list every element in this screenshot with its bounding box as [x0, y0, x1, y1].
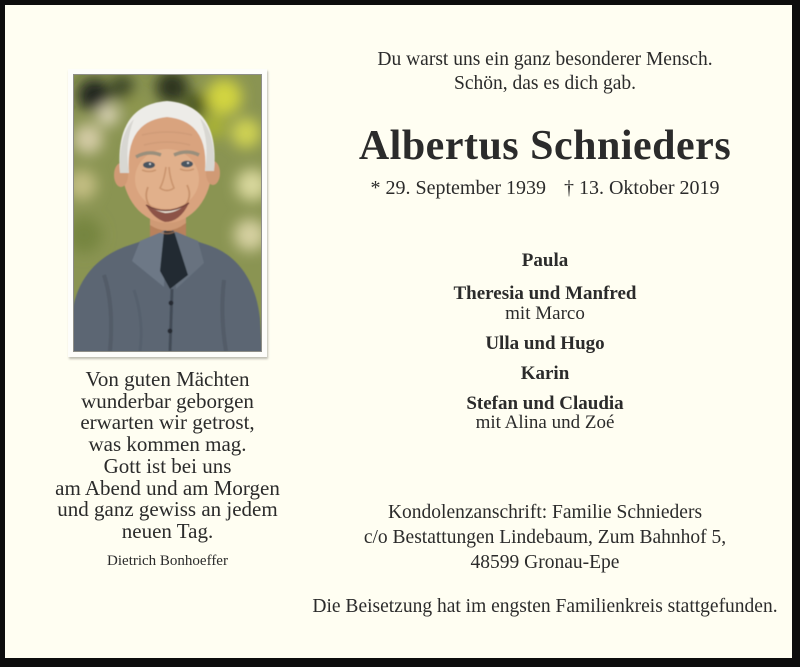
photo-frame — [68, 69, 267, 357]
death-date: † 13. Oktober 2019 — [563, 177, 720, 199]
mourner-name: Theresia und Manfred — [453, 283, 637, 304]
epigraph-line: Schön, das es dich gab. — [454, 73, 636, 94]
photo-border — [73, 74, 262, 352]
life-dates — [295, 177, 795, 199]
notice-card — [5, 5, 792, 658]
poem-line: am Abend und am Morgen — [55, 475, 280, 500]
mourner-note: mit Alina und Zoé — [475, 412, 615, 433]
condolence-address — [295, 500, 795, 575]
epigraph — [295, 48, 795, 96]
birth-star-symbol: * — [370, 177, 381, 199]
epigraph-line: Du warst uns ein ganz besonderer Mensch. — [377, 49, 713, 70]
condolence-line: Kondolenzanschrift: Familie Schnieders — [387, 502, 703, 523]
poem-line: erwarten wir getrost, — [80, 410, 255, 435]
mourner-name: Paula — [521, 250, 569, 271]
mourner-name: Ulla und Hugo — [485, 333, 605, 354]
poem-line: was kommen mag. — [88, 432, 247, 457]
condolence-line: 48599 Gronau-Epe — [470, 552, 620, 573]
poem-line: neuen Tag. — [121, 518, 214, 543]
deceased-name: Albertus Schnieders — [358, 123, 732, 169]
poem-line: und ganz gewiss an jedem — [57, 497, 278, 522]
poem-author: Dietrich Bonhoeffer — [107, 552, 228, 569]
mourner-name: Stefan und Claudia — [466, 393, 624, 414]
death-cross-symbol: † — [563, 177, 574, 199]
mourner-note: mit Marco — [505, 303, 585, 324]
poem-line: Gott ist bei uns — [103, 453, 232, 478]
poem-line: Von guten Mächten — [85, 367, 250, 391]
funeral-note: Die Beisetzung hat im engsten Familienkreis stattgefunden. — [312, 596, 778, 617]
poem-line: wunderbar geborgen — [81, 388, 254, 413]
portrait-photo — [74, 75, 261, 351]
mourner-name: Karin — [520, 363, 570, 384]
condolence-line: c/o Bestattungen Lindebaum, Zum Bahnhof 5, — [363, 527, 727, 548]
birth-date: * 29. September 1939 — [370, 177, 546, 199]
memorial-poem — [30, 369, 305, 570]
